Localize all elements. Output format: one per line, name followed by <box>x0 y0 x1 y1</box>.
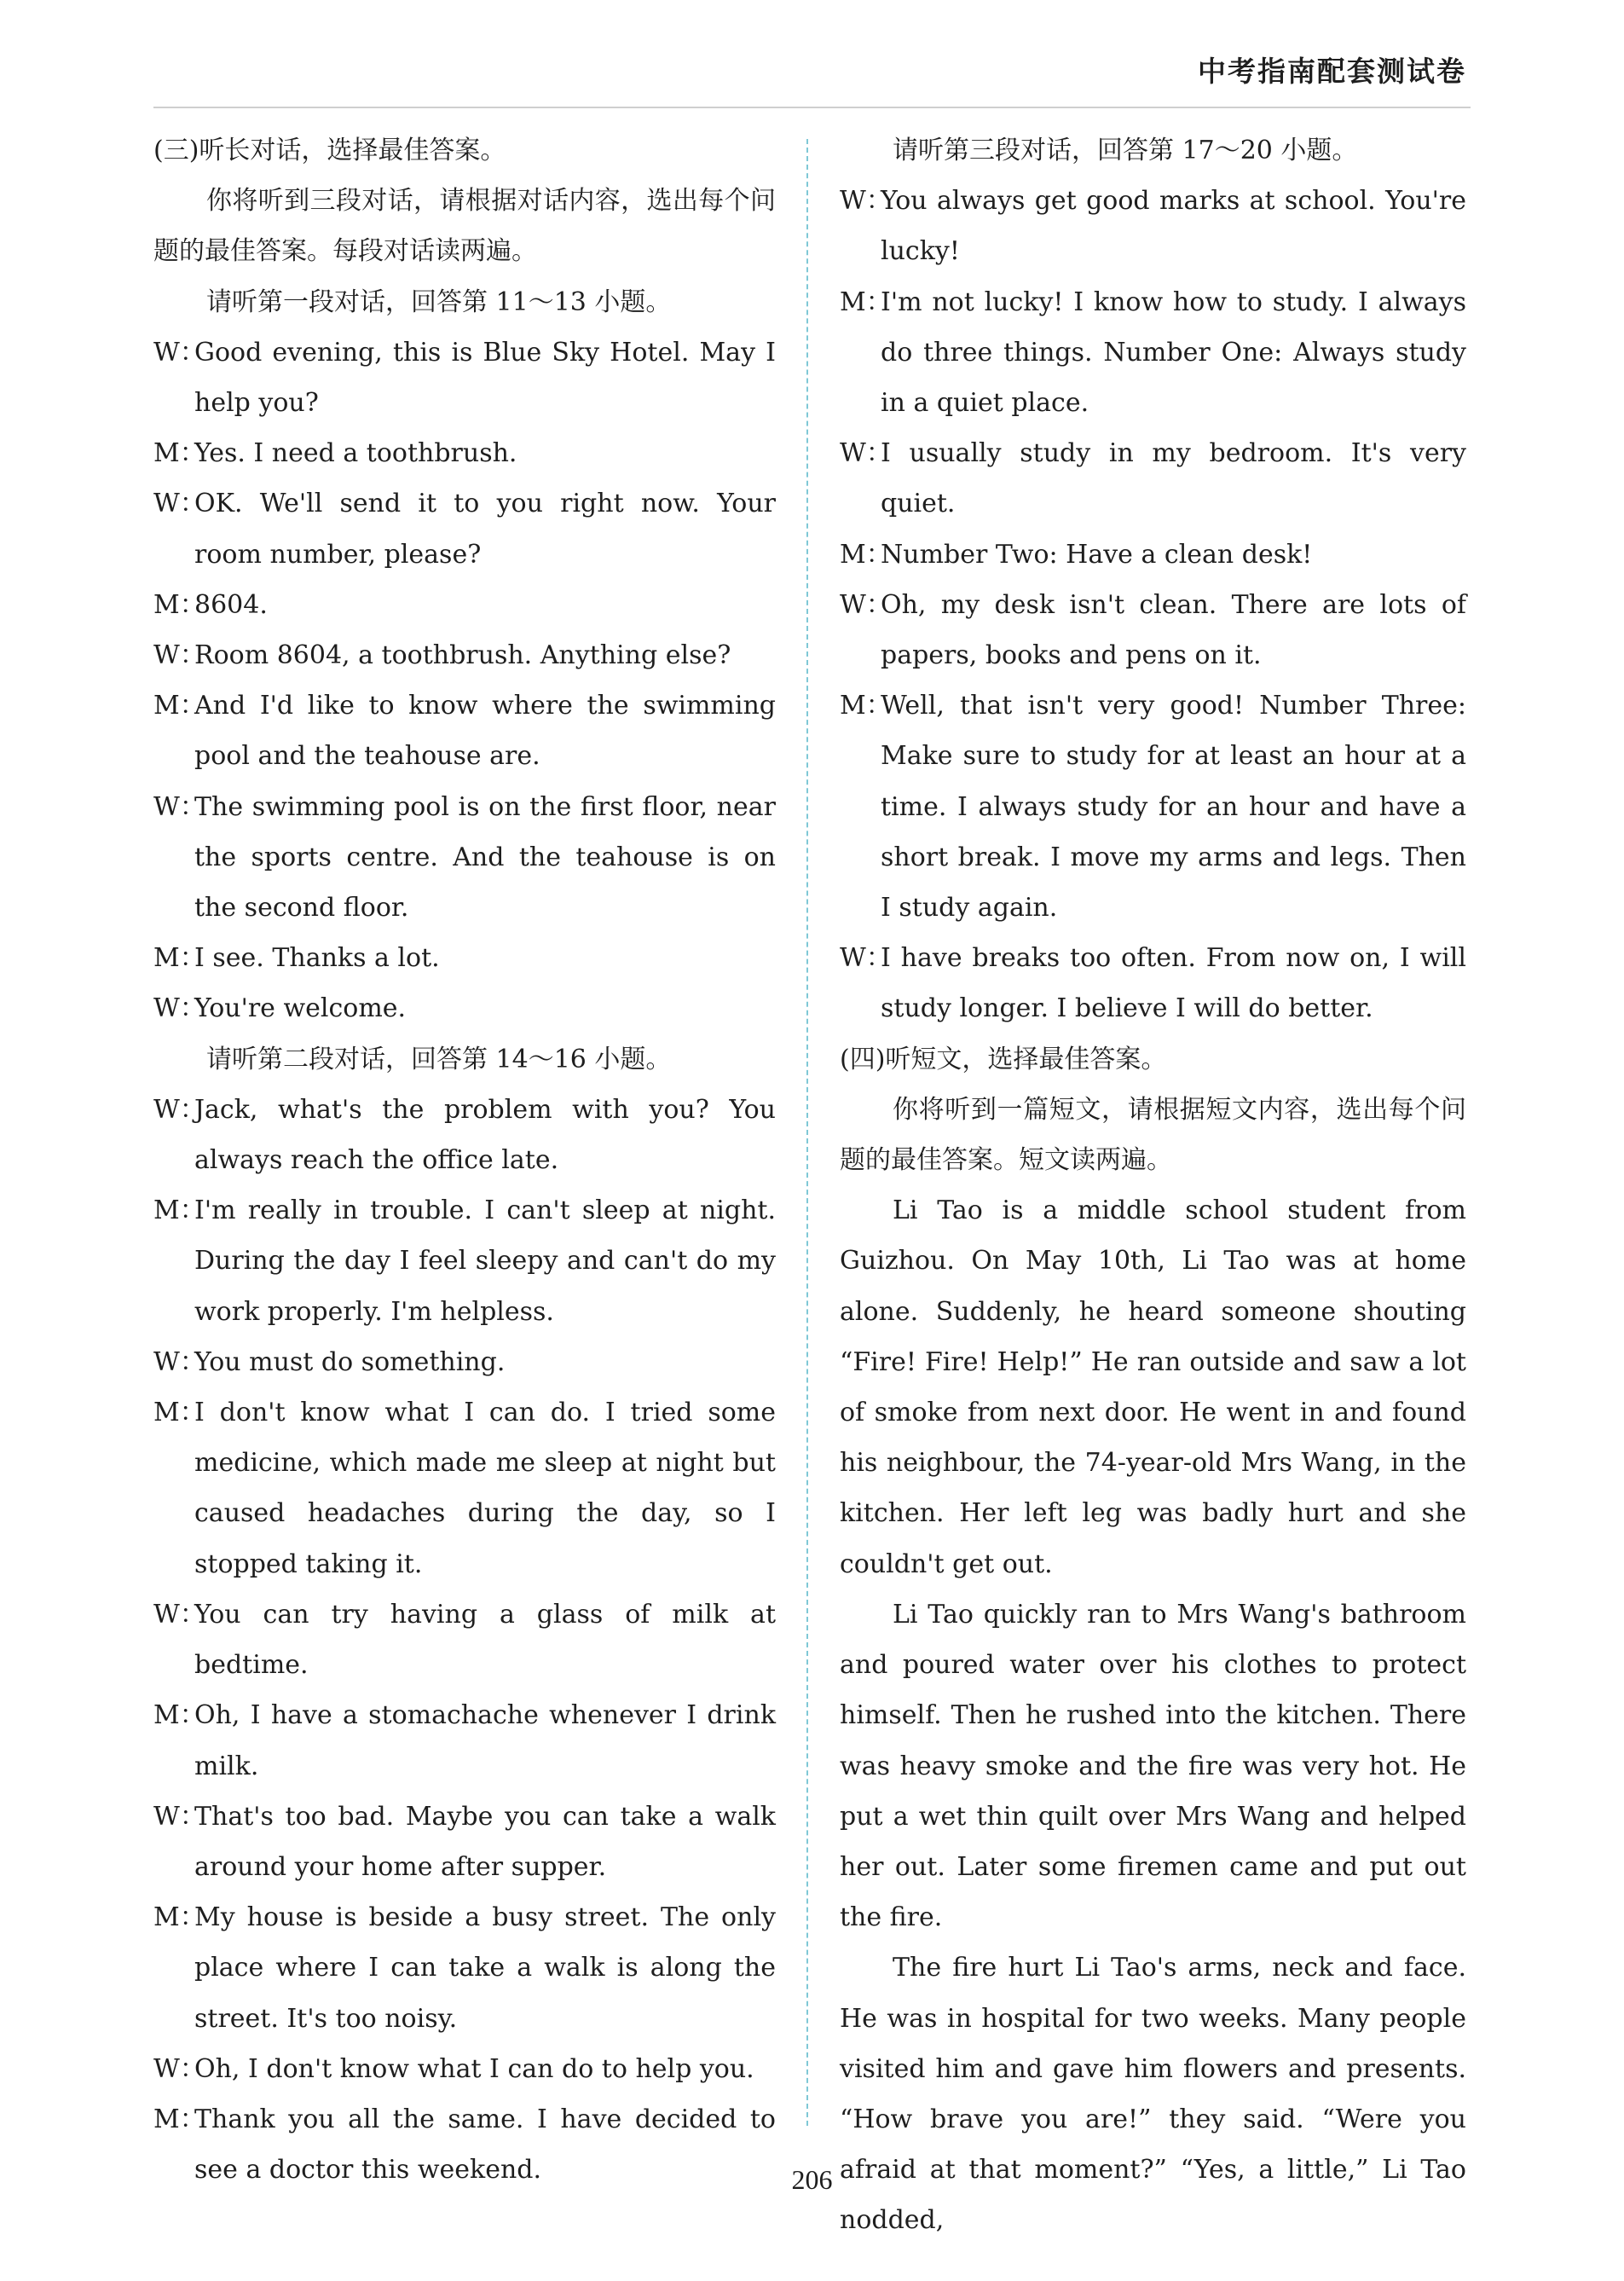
speaker-label: M： <box>153 1195 205 1226</box>
dialogue-line <box>153 1589 776 1690</box>
dialogue-text: That's too bad. Maybe you can take a walk around your home after supper. <box>194 1801 776 1882</box>
dialogue-line <box>153 680 776 781</box>
dialogue-text: You must do something. <box>194 1346 506 1377</box>
speaker-label: W： <box>840 186 892 217</box>
speaker-label: W： <box>153 993 205 1024</box>
speaker-label: M： <box>153 1398 205 1428</box>
dialogue-line <box>840 933 1466 1033</box>
dialogue-1 <box>153 327 776 1034</box>
dialogue-text: You're welcome. <box>194 993 407 1024</box>
dialogue-line <box>153 983 776 1033</box>
running-header: 中考指南配套测试卷 <box>1198 55 1466 88</box>
dialogue-line <box>153 1337 776 1387</box>
right-column <box>840 125 1466 2246</box>
dialogue-text: Thank you all the same. I have decided to see a doctor this weekend. <box>194 2104 776 2185</box>
passage-paragraph: Li Tao quickly ran to Mrs Wang's bathroom and poured water over his clothes to protect himself. Then he rushed into the kitchen. There was heavy smoke and the fire was very hot. He put a wet thin quilt over Mrs Wang and helped her out. Later some firemen came and put out the fire. <box>840 1599 1466 1933</box>
passage-paragraph: The fire hurt Li Tao's arms, neck and face. He was in hospital for two weeks. Many people visited him and gave him flowers and presents. “How brave you are!” they said. “Were you afraid at that moment?” “Yes, a little,” Li Tao nodded, <box>840 1953 1466 2236</box>
speaker-label: M： <box>153 691 205 721</box>
speaker-label: W： <box>153 1801 205 1832</box>
speaker-label: W： <box>153 337 205 368</box>
dialogue-text: I see. Thanks a lot. <box>194 943 440 974</box>
dialogue-line <box>153 478 776 579</box>
dialogue-line <box>153 1387 776 1589</box>
dialogue-text: Jack, what's the problem with you? You always reach the office late. <box>194 1094 776 1176</box>
dialogue-line <box>153 580 776 630</box>
dialogue-text: And I'd like to know where the swimming pool and the teahouse are. <box>194 691 776 772</box>
dialogue-line <box>153 1690 776 1791</box>
dialogue-line <box>153 1892 776 2044</box>
dialogue-line <box>840 530 1466 580</box>
dialogue-text: I have breaks too often. From now on, I will study longer. I believe I will do better. <box>881 943 1466 1024</box>
dialogue-line <box>153 2044 776 2094</box>
dialogue-text: Oh, my desk isn't clean. There are lots of papers, books and pens on it. <box>881 589 1466 671</box>
dialogue-line <box>153 1792 776 1892</box>
speaker-label: M： <box>840 539 892 570</box>
speaker-label: M： <box>153 438 205 469</box>
speaker-label: W： <box>840 438 892 469</box>
dialogue-line <box>840 277 1466 429</box>
dialogue-line <box>840 580 1466 680</box>
dialogue-2 <box>153 1085 776 2195</box>
passage-instruction: 你将听到一篇短文，请根据短文内容，选出每个问题的最佳答案。短文读两遍。 <box>840 1094 1466 1176</box>
dialogue-text: Number Two: Have a clean desk! <box>881 539 1313 570</box>
speaker-label: M： <box>840 691 892 721</box>
page-number: 206 <box>791 2164 833 2195</box>
dialogue-line <box>153 428 776 478</box>
speaker-label: W： <box>840 943 892 974</box>
dialogue-line <box>840 428 1466 529</box>
section-heading-passage: (四)听短文，选择最佳答案。 <box>840 1044 1167 1074</box>
dialogue-prompt-3: 请听第三段对话，回答第 17～20 小题。 <box>893 136 1358 165</box>
dialogue-line <box>153 1085 776 1185</box>
dialogue-line <box>153 327 776 428</box>
dialogue-text: You can try having a glass of milk at bedtime. <box>194 1599 776 1681</box>
dialogue-prompt-2: 请听第二段对话，回答第 14～16 小题。 <box>206 1044 672 1074</box>
dialogue-line <box>840 680 1466 933</box>
section-heading-long-dialogues: (三)听长对话，选择最佳答案。 <box>153 136 506 165</box>
dialogue-text: Oh, I don't know what I can do to help you. <box>194 2053 754 2084</box>
dialogue-line <box>153 782 776 934</box>
speaker-label: W： <box>153 1599 205 1630</box>
column-divider <box>806 139 808 2126</box>
speaker-label: W： <box>153 791 205 822</box>
header-rule <box>153 107 1471 108</box>
section-instruction: 你将听到三段对话，请根据对话内容，选出每个问题的最佳答案。每段对话读两遍。 <box>153 186 776 267</box>
speaker-label: M： <box>153 2104 205 2134</box>
speaker-label: M： <box>153 589 205 620</box>
speaker-label: W： <box>153 640 205 671</box>
dialogue-text: OK. We'll send it to you right now. Your room number, please? <box>194 489 776 570</box>
speaker-label: W： <box>153 1346 205 1377</box>
dialogue-line <box>153 1185 776 1337</box>
dialogue-line <box>153 933 776 983</box>
dialogue-text: I usually study in my bedroom. It's very quiet. <box>881 438 1466 519</box>
dialogue-text: My house is beside a busy street. The only place where I can take a walk is along the street. It's too noisy. <box>194 1902 776 2034</box>
speaker-label: M： <box>840 287 892 317</box>
speaker-label: W： <box>153 1094 205 1125</box>
dialogue-text: I'm really in trouble. I can't sleep at night. During the day I feel sleepy and can't do my work properly. I'm helpless. <box>194 1195 776 1327</box>
left-column <box>153 125 776 2195</box>
dialogue-text: Oh, I have a stomachache whenever I drink milk. <box>194 1700 776 1781</box>
dialogue-text: Yes. I need a toothbrush. <box>194 438 517 469</box>
dialogue-3 <box>840 176 1466 1033</box>
passage-paragraph: Li Tao is a middle school student from Guizhou. On May 10th, Li Tao was at home alone. Suddenly, he heard someone shouting “Fire! Fire! Help!” He ran outside and saw a lot of smoke from next door. He went in and found his neighbour, the 74-year-old Mrs Wang, in the kitchen. Her left leg was badly hurt and she couldn't get out. <box>840 1195 1466 1579</box>
dialogue-text: I'm not lucky! I know how to study. I always do three things. Number One: Always study in a quiet place. <box>881 287 1466 419</box>
speaker-label: W： <box>153 489 205 519</box>
passage <box>840 1185 1466 2245</box>
dialogue-text: You always get good marks at school. You're lucky! <box>881 186 1466 267</box>
speaker-label: M： <box>153 943 205 974</box>
dialogue-prompt-1: 请听第一段对话，回答第 11～13 小题。 <box>206 287 672 317</box>
dialogue-text: The swimming pool is on the first floor, near the sports centre. And the teahouse is on the second floor. <box>194 791 776 923</box>
dialogue-text: Well, that isn't very good! Number Three: Make sure to study for at least an hour at a time. I always study for an hour and have a short break. I move my arms and legs. Then I study again. <box>881 691 1466 923</box>
dialogue-line <box>153 630 776 680</box>
dialogue-text: I don't know what I can do. I tried some medicine, which made me sleep at night but caused headaches during the day, so I stopped taking it. <box>194 1398 776 1579</box>
dialogue-text: Room 8604, a toothbrush. Anything else? <box>194 640 731 671</box>
dialogue-text: Good evening, this is Blue Sky Hotel. May I help you? <box>194 337 776 419</box>
speaker-label: W： <box>153 2053 205 2084</box>
dialogue-text: 8604. <box>194 589 268 620</box>
speaker-label: W： <box>840 589 892 620</box>
speaker-label: M： <box>153 1902 205 1933</box>
speaker-label: M： <box>153 1700 205 1731</box>
dialogue-line <box>840 176 1466 276</box>
